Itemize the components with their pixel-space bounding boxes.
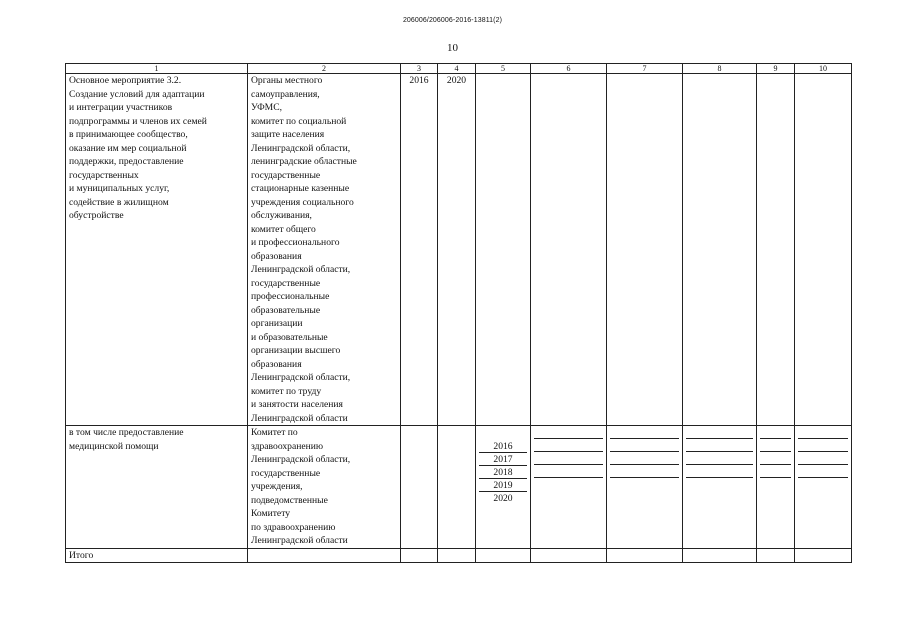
column-header: 2 <box>248 64 401 74</box>
table-cell <box>607 426 683 549</box>
table-cell <box>531 426 607 549</box>
column-header: 1 <box>66 64 248 74</box>
column-header: 4 <box>438 64 476 74</box>
activity-executors: Комитет по здравоохранению Ленинградской области, государственные учреждения, подведомственные Комитету по здравоохранению Ленинградской области <box>248 426 401 549</box>
table-cell <box>757 548 795 563</box>
table-cell <box>438 426 476 549</box>
table-cell <box>683 74 757 426</box>
end-year: 2020 <box>438 74 476 426</box>
year-item: 2020 <box>493 492 513 504</box>
column-header: 3 <box>401 64 438 74</box>
table-cell <box>531 74 607 426</box>
table-cell <box>476 74 531 426</box>
column-header: 5 <box>476 64 531 74</box>
table-cell <box>683 426 757 549</box>
table-cell <box>476 548 531 563</box>
column-header: 8 <box>683 64 757 74</box>
table-cell <box>795 74 852 426</box>
program-activities-table <box>65 63 852 563</box>
total-label: Итого <box>66 548 248 563</box>
activity-executors: Органы местного самоуправления, УФМС, комитет по социальной защите населения Ленинградской области, ленинградские областные государственные стационарные казенные учреждения социального обслуживания, комитет общего и профессионального образования Ленинградской области, государственные профессиональные образовательные организации и образовательные организации высшего образования Ленинградской области, комитет по труду и занятости населения Ленинградской области <box>248 74 401 426</box>
column-header: 6 <box>531 64 607 74</box>
table-row-main-activity <box>66 74 852 426</box>
year-item: 2016 <box>479 440 527 453</box>
table-cell <box>683 548 757 563</box>
table-cell <box>757 74 795 426</box>
table-row-medical-care <box>66 426 852 549</box>
table-cell <box>248 548 401 563</box>
year-item: 2017 <box>479 453 527 466</box>
table-cell <box>795 548 852 563</box>
table-cell <box>401 426 438 549</box>
page-number: 10 <box>447 42 458 54</box>
activity-description: Основное мероприятие 3.2. Создание условий для адаптации и интеграции участников подпрограммы и членов их семей в принимающее сообщество, оказание им мер социальной поддержки, предоставление государственных и муниципальных услуг, содействие в жилищном обустройстве <box>66 74 248 426</box>
year-item: 2019 <box>479 479 527 492</box>
start-year: 2016 <box>401 74 438 426</box>
table-cell <box>795 426 852 549</box>
table-cell <box>757 426 795 549</box>
column-header: 7 <box>607 64 683 74</box>
table-cell <box>401 548 438 563</box>
activity-description: в том числе предоставление медицинской помощи <box>66 426 248 549</box>
table-cell <box>531 548 607 563</box>
year-item: 2018 <box>479 466 527 479</box>
column-header: 10 <box>795 64 852 74</box>
column-header: 9 <box>757 64 795 74</box>
year-breakdown <box>476 426 531 549</box>
table-row-total <box>66 548 852 563</box>
table-header-row <box>66 64 852 74</box>
table-cell <box>607 74 683 426</box>
table-cell <box>438 548 476 563</box>
document-id: 206006/206006-2016-13811(2) <box>402 17 503 24</box>
table-cell <box>607 548 683 563</box>
